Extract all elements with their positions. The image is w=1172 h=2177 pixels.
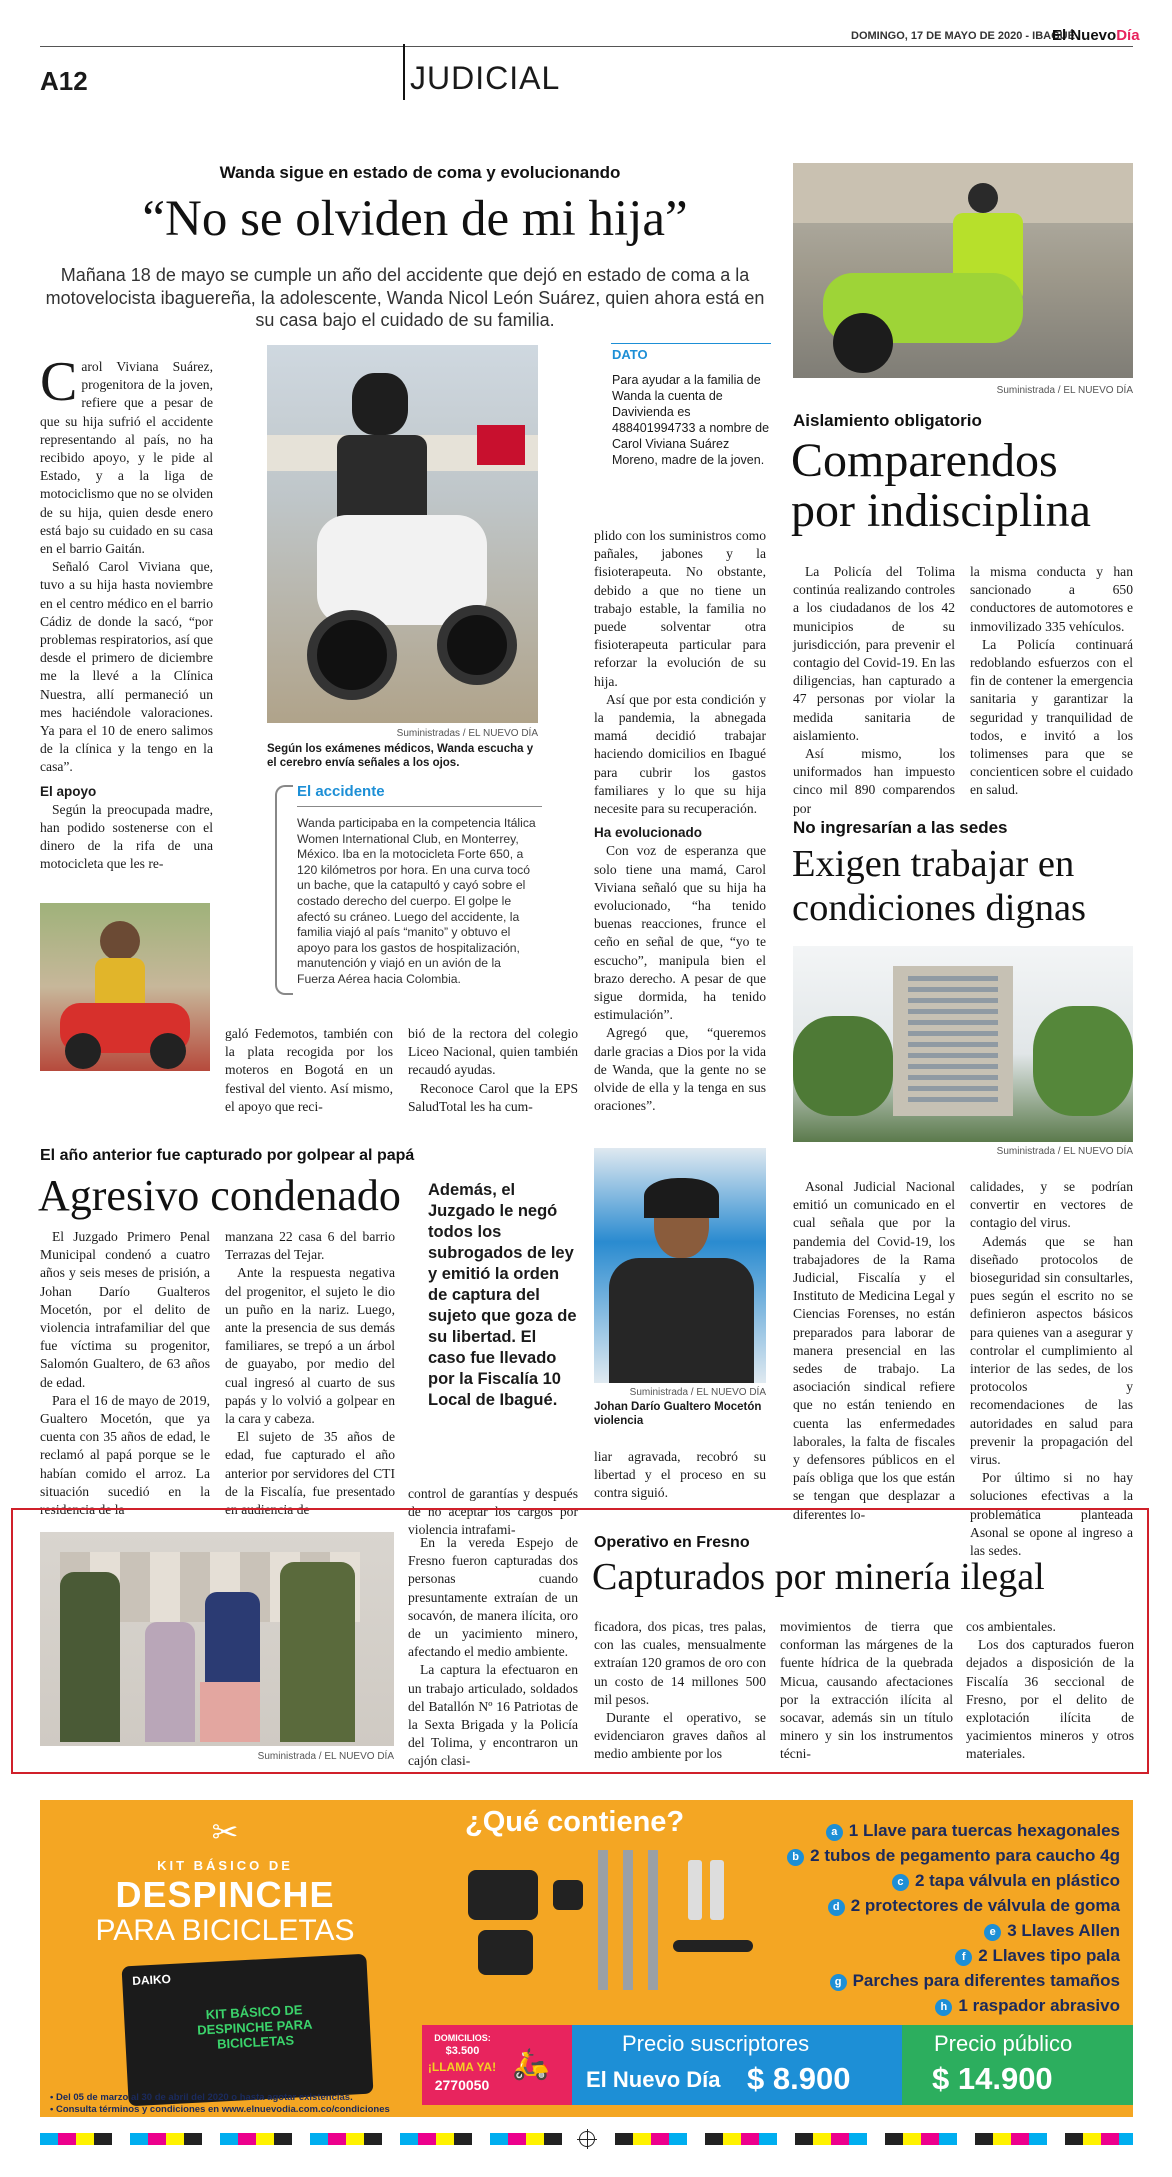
comparendos-kicker: Aislamiento obligatorio <box>793 411 982 430</box>
agresivo-headline: Agresivo condenado <box>38 1171 401 1220</box>
print-color-bar-left <box>40 2133 580 2145</box>
photo-wanda-racer <box>267 345 538 723</box>
racer-photo-caption: Según los exámenes médicos, Wanda escucha y el cerebro envía señales a los ojos. <box>267 743 534 769</box>
ad-fineprint-2: • Consulta términos y condiciones en www.elnuevodia.com.co/condiciones <box>50 2104 390 2115</box>
comparendos-headline: Comparendos por indisciplina <box>791 434 1091 537</box>
photo-johan-gualtero <box>594 1148 766 1383</box>
agresivo-column-3: control de garantías y después de no aceptar los cargos por violencia intrafami- <box>408 1486 578 1538</box>
llama-ya: ¡LLAMA YA! <box>427 2060 497 2074</box>
domicilios-price: $3.500 <box>445 2045 480 2057</box>
ad-item-b: b 2 tubos de pegamento para caucho 4g <box>740 1843 1120 1868</box>
header-rule <box>40 46 1133 47</box>
logo-part-b: Día <box>1116 27 1140 44</box>
ad-item-a: a 1 Llave para tuercas hexagonales <box>740 1818 1120 1843</box>
main-column-b1: galó Fedemotos, también con la plata recogida por los moteros en Bogotá en un festival del viento. Así mismo, el apoyo que reci- <box>225 1026 393 1114</box>
tools-illustration <box>448 1850 778 2000</box>
comparendos-column-2: la misma conducta y han sancionado a 650 conductores de automotores e inmovilizado 335 vehículos. La Policía continuará redoblando esfuerzos con el fin de contener la emergencia sanitaria y garantizar la seguridad y tranquilidad de todos, e invitó a los tolimenses para que se concienticen sobre el cuidado en salud. <box>970 564 1133 798</box>
sidebar-rule <box>297 806 542 807</box>
dato-label: DATO <box>612 347 648 362</box>
sidebar-bracket <box>275 785 293 995</box>
print-color-bar-right <box>597 2133 1133 2145</box>
johan-photo-caption: Johan Darío Gualtero Mocetón violencia <box>594 1401 762 1427</box>
mineria-kicker: Operativo en Fresno <box>594 1534 750 1551</box>
sidebar-text: Wanda participaba en la competencia Itálica Women International Club, en Monterrey, México. Iba en la motocicleta Forte 650, a 120 kilómetros por hora. En una curva tocó un bache, que la catapultó y cayó sobre el costado derecho del cuerpo. El golpe le afectó su cráneo. Luego del accidente, la familia viajó al país “manito” y obtuvo el apoyo para los gastos de hospitalización, manutención y viajó en un avión de la Fuerza Aérea hacia Colombia. <box>297 816 536 986</box>
ad-item-c: c 2 tapa válvula en plástico <box>740 1868 1120 1893</box>
ad-item-f: f 2 Llaves tipo pala <box>740 1943 1120 1968</box>
sedes-headline: Exigen trabajar en condiciones dignas <box>792 843 1087 929</box>
main-column-3: plido con los suministros como pañales, jabones y la fisioterapeuta. No obstante, debido a que no tiene un trabajo estable, la familia no puede solventar otra fisioterapeuta particular para reforzar la evolución de su hija. Así que por esta condición y la pandemia, la abnegada mamá decidió trabajar haciendo domicilios en Ibagué para cubrir los gastos familiares y lo que su hija necesite para su recuperación. Ha evolucionado Con voz de esperanza que solo tiene una mamá, Carol Viviana señaló que su hija ha evolucionado, “ha tenido buenas reacciones, frunce el ceño en señal de que, “yo te escucho”, manipula bien el brazo derecho. A pesar de que sigue dormida, ha tenido estimulación”. Agregó que, “queremos darle gracias a Dios por la vida de Wanda, que la gente no se olvide de ella y la tenga en sus oraciones”. <box>594 528 766 1114</box>
ad-items-list <box>740 1818 1120 2018</box>
sedes-photo-credit: Suministrada / EL NUEVO DÍA <box>996 1146 1133 1157</box>
date-line: DOMINGO, 17 DE MAYO DE 2020 - IBAGUÉ <box>851 30 1075 42</box>
dato-rule <box>611 343 771 344</box>
sedes-column-2: calidades, y se podrían convertir en vectores de contagio del virus. Además que se han diseñado protocolos de bioseguridad sin consultarles, pues según el escrito no se definieron aspectos básicos para quienes van a asegurar y controlar el cumplimiento al interior de las sedes, de los protocolos y recomendaciones de las autoridades en salud para prevenir la propagación del virus. Por último si no hay soluciones efectivas a la problemática planteada Asonal se opone al ingreso a las sedes. <box>970 1179 1133 1559</box>
main-kicker: Wanda sigue en estado de coma y evolucionando <box>219 163 621 182</box>
ad-item-h: h 1 raspador abrasivo <box>740 1993 1120 2018</box>
domicilios-label: DOMICILIOS: <box>434 2033 491 2043</box>
subhead-apoyo: El apoyo <box>40 783 97 799</box>
subscriber-logo: El Nuevo Día <box>586 2067 721 2092</box>
kit-package <box>122 1954 374 2107</box>
mineria-column-1: En la vereda Espejo de Fresno fueron capturadas dos personas cuando presuntamente extraían de un socavón, de manera ilícita, oro de un yacimiento minero, afectando el medio ambiente. La captura la efectuaron en un trabajo articulado, soldados del Batallón Nº 16 Patriotas de la Sexta Brigada y la Policía del Tolima, y encontraron un cajón clasi- <box>408 1535 578 1769</box>
kit-sub-label: PARA BICICLETAS <box>95 1914 355 1947</box>
section-title: JUDICIAL <box>410 60 561 96</box>
photo-wanda-scooter <box>40 903 210 1071</box>
main-column-1: Carol Viviana Suárez, progenitora de la joven, refiere que a pesar de que su hija sufrió el accidente representando al país, no ha recibido apoyo, y le pide al Estado, y a la liga de motociclismo que no se olviden de su hija, quien desde enero está bajo su cuidado en su casa en el barrio Gaitán. Señaló Carol Viviana que, tuvo a su hija hasta noviembre en el centro médico en el barrio Cádiz de donde la sacó, “por problemas respiratorios, así que desde el primero de diciembre me la llevé a la Clínica Nuestra, allí permaneció un mes haciéndole valoraciones. Ya para el 10 de enero salimos de la clínica y la tengo en la casa”. El apoyo Según la preocupada madre, han podido sostenerse con el dinero de la rifa de una motocicleta que les re- <box>40 351 213 872</box>
domicilios-box <box>422 2025 572 2105</box>
mineria-photo-credit: Suministrada / EL NUEVO DÍA <box>257 1751 394 1762</box>
ad-question: ¿Qué contiene? <box>465 1806 685 1838</box>
johan-photo-credit: Suministrada / EL NUEVO DÍA <box>629 1387 766 1398</box>
subscriber-price: $ 8.900 <box>747 2061 851 2096</box>
agresivo-pull-quote: Además, el Juzgado le negó todos los subrogados de ley y emitió la orden de captura del sujeto que goza de su libertad. El caso fue llevado por la Fiscalía 10 Local de Ibagué. <box>428 1181 577 1409</box>
photo-police-motorcycle <box>793 163 1133 378</box>
logo-part-a: El Nuevo <box>1052 27 1117 44</box>
delivery-moto-icon: 🛵 <box>512 2048 550 2081</box>
section-divider <box>403 44 405 100</box>
kit-small-label: KIT BÁSICO DE <box>157 1858 293 1873</box>
comparendos-column-1: La Policía del Tolima continúa realizando controles a los ciudadanos de los 42 municipios de su jurisdicción, para prevenir el contagio del Covid-19. En las diligencias, han capturado a 47 personas por violar la medida sanitaria de aislamiento. Así mismo, los uniformados han impuesto cinco mil 890 comparendos por <box>793 564 955 816</box>
agresivo-column-4: liar agravada, recobró su libertad y el proceso en su contra siguió. <box>594 1449 766 1501</box>
ad-fineprint-1: • Del 05 de marzo al 30 de abril del 2020 o hasta agotar existencias. <box>50 2092 353 2103</box>
photo-mining-captures <box>40 1532 394 1746</box>
drop-cap: C <box>40 351 78 413</box>
mineria-column-3: movimientos de tierra que conforman las márgenes de la fuente hídrica de la quebrada Micua, causando afectaciones por la extracción ilícita al socavar, además sin un título minero y sin los instrumentos técni- <box>780 1619 953 1762</box>
photo-judicial-building <box>793 946 1133 1142</box>
main-headline: “No se olviden de mi hija” <box>142 191 688 247</box>
dato-text: Para ayudar a la familia de Wanda la cuenta de Davivienda es 488401994733 a nombre de Carol Viviana Suárez Moreno, madre de la joven. <box>612 373 770 467</box>
subscriber-price-box <box>572 2025 902 2105</box>
main-column-b2: bió de la rectora del colegio Liceo Nacional, quien también recaudó ayudas. Reconoce Carol que la EPS SaludTotal les ha cum- <box>408 1026 578 1114</box>
registration-mark-icon <box>579 2131 595 2147</box>
pack-text: KIT BÁSICO DE DESPINCHE PARA BICICLETAS <box>196 2002 313 2052</box>
ad-phone: 2770050 <box>434 2077 490 2093</box>
public-price-box <box>902 2025 1133 2105</box>
agresivo-column-1: El Juzgado Primero Penal Municipal condenó a cuatro años y seis meses de prisión, a Johan Darío Gualteros Mocetón, por el delito de violencia intrafamiliar del que fue víctima su progenitor, Salomón Gualtero, de 63 años de edad. Para el 16 de mayo de 2019, Gualtero Mocetón, que ya cuenta con 35 años de edad, le reclamó al papá porque se le habían comido el arroz. La situación sucedió en la residencia de la <box>40 1229 210 1518</box>
main-lead: Mañana 18 de mayo se cumple un año del accidente que dejó en estado de coma a la motovelocista ibaguereña, la adolescente, Wanda Nicol León Suárez, quien ahora está en su casa bajo el cuidado de su familia. <box>45 265 765 330</box>
wrench-icon: ✂ <box>211 1814 239 1850</box>
page-number: A12 <box>40 66 88 96</box>
subhead-evolucionado: Ha evolucionado <box>594 825 703 841</box>
comparendos-photo-credit: Suministrada / EL NUEVO DÍA <box>996 385 1133 396</box>
ad-item-g: g Parches para diferentes tamaños <box>740 1968 1120 1993</box>
kit-big-label: DESPINCHE <box>115 1874 335 1915</box>
agresivo-kicker: El año anterior fue capturado por golpear al papá <box>40 1147 415 1164</box>
racer-photo-credit: Suministradas / EL NUEVO DÍA <box>396 728 538 739</box>
public-label: Precio público <box>934 2031 1073 2056</box>
sedes-kicker: No ingresarían a las sedes <box>793 818 1008 837</box>
public-price: $ 14.900 <box>932 2061 1053 2096</box>
mineria-column-4: cos ambientales. Los dos capturados fueron dejados a disposición de la Fiscalía 36 seccional de Fresno, por el delito de explotación ilícita de yacimientos mineros y otros materiales. <box>966 1619 1134 1762</box>
ad-item-e: e 3 Llaves Allen <box>740 1918 1120 1943</box>
ad-banner <box>40 1800 1133 2117</box>
masthead-logo <box>1052 27 1140 44</box>
mineria-headline: Capturados por minería ilegal <box>592 1556 1045 1598</box>
agresivo-column-2: manzana 22 casa 6 del barrio Terrazas del Tejar. Ante la respuesta negativa del progenitor, el sujeto le dio un puño en la nariz. Luego, ante la presencia de sus demás familiares, se trepó a un árbol de guayabo, por medio del cual ingresó al cuarto de sus papás y lo volvió a golpear en la cara y cabeza. El sujeto de 35 años de edad, fue capturado el año anterior por servidores del CTI de la Fiscalía, fue presentado en audiencia de <box>225 1229 395 1518</box>
subscriber-label: Precio suscriptores <box>622 2031 810 2056</box>
mineria-column-2: ficadora, dos picas, tres palas, con las cuales, mensualmente extraían 120 gramos de oro con un costo de 14 millones 500 mil pesos. Durante el operativo, se evidenciaron graves daños al medio ambiente por los <box>594 1619 766 1762</box>
pack-brand: DAIKO <box>131 1971 172 1988</box>
sedes-column-1: Asonal Judicial Nacional emitió un comunicado en el cual señala que por la pandemia del Covid-19, los trabajadores de la Rama Judicial, Fiscalía y el Instituto de Medicina Legal y Ciencias Forenses, no están preparados para laborar de manera presencial en las sedes de trabajo. La asociación sindical refiere que no están teniendo en cuenta las enfermedades laborales, la falta de fiscales y defensores públicos en el país obliga que los que están se tengan que desplazar a diferentes lo- <box>793 1179 955 1522</box>
ad-item-d: d 2 protectores de válvula de goma <box>740 1893 1120 1918</box>
sidebar-title: El accidente <box>297 783 385 800</box>
